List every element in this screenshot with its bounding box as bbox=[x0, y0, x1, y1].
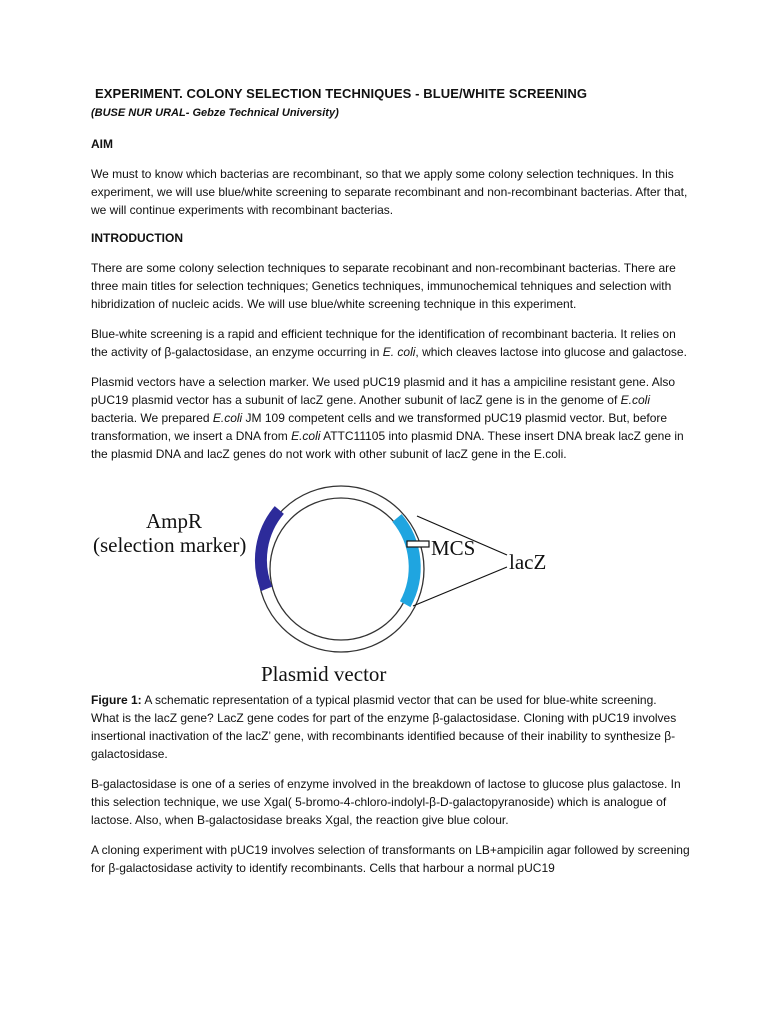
ampr-sublabel: (selection marker) bbox=[93, 533, 247, 557]
intro-p2-text-a: Blue-white screening is a rapid and efficient technique for the identification of recombinant bacteria. It relies on the activity of β-galactosidase, an enzyme occurring in bbox=[91, 327, 676, 359]
intro-p2-italic: E. coli bbox=[382, 345, 416, 359]
intro-p3-italic-3: E.coli bbox=[291, 429, 321, 443]
plasmid-diagram bbox=[91, 475, 691, 685]
document-page bbox=[91, 86, 691, 889]
intro-paragraph-3 bbox=[91, 373, 691, 463]
intro-p3-text-a: Plasmid vectors have a selection marker. We used pUC19 plasmid and it has a ampiciline resistant gene. Also pUC19 plasmid vector has a subunit of lacZ gene. Another subunit of lacZ gene is in the genome of bbox=[91, 375, 676, 407]
aim-heading: AIM bbox=[91, 137, 113, 151]
plasmid-outer-ring bbox=[258, 486, 424, 652]
cloning-paragraph: A cloning experiment with pUC19 involves selection of transformants on LB+ampicilin agar followed by screening for β-galactosidase activity to identify recombinants. Cells that harbour a normal pUC19 bbox=[91, 843, 690, 875]
intro-p3-text-b: bacteria. We prepared bbox=[91, 411, 213, 425]
intro-paragraph-1: There are some colony selection techniques to separate recobinant and non-recombinant bacterias. There are three main titles for selection techniques; Genetics techniques, immunochemical tehniques and selection with hibridization of nucleic acids. We will use blue/white screening technique in this experiment. bbox=[91, 261, 676, 311]
intro-p2-text-b: , which cleaves lactose into glucose and galactose. bbox=[415, 345, 687, 359]
intro-p3-text-d: ATTC11105 into plasmid DNA. These insert DNA break lacZ gene in the plasmid DNA and lacZ genes do not work with other subunit of lacZ gene in the E.coli. bbox=[91, 429, 684, 461]
lacz-callout-bottom bbox=[413, 567, 507, 606]
lacz-label: lacZ bbox=[509, 550, 547, 574]
plasmid-figure bbox=[91, 475, 691, 685]
plasmid-vector-label: Plasmid vector bbox=[261, 662, 387, 685]
lacz-arc bbox=[397, 518, 415, 604]
bgal-paragraph: B-galactosidase is one of a series of enzyme involved in the breakdown of lactose to glucose plus galactose. In this selection technique, we use Xgal( 5-bromo-4-chloro-indolyl-β-D-galactopyranoside) which is analogue of lactose. Also, when B-galactosidase breaks Xgal, the reaction give blue colour. bbox=[91, 777, 681, 827]
figure-caption bbox=[91, 691, 691, 709]
aim-paragraph: We must to know which bacterias are recombinant, so that we apply some colony selection techniques. In this experiment, we will use blue/white screening to separate recombinant and non-recombinant bacterias. After that, we will continue experiments with recombinant bacterias. bbox=[91, 167, 688, 217]
mcs-label: MCS bbox=[431, 536, 476, 560]
caption-text: A schematic representation of a typical plasmid vector that can be used for blue-white screening. bbox=[141, 693, 657, 707]
plasmid-inner-ring bbox=[270, 498, 412, 640]
intro-paragraph-2 bbox=[91, 325, 691, 361]
intro-p3-italic-1: E.coli bbox=[620, 393, 650, 407]
mcs-site bbox=[407, 541, 429, 547]
intro-p3-italic-2: E.coli bbox=[212, 411, 243, 425]
lacz-question-paragraph: What is the lacZ gene? LacZ gene codes for part of the enzyme β-galactosidase. Cloning with pUC19 involves insertional inactivation of the lacZ’ gene, with recombinants identified because of their inability to synthesize β-galactosidase. bbox=[91, 711, 677, 761]
document-title: EXPERIMENT. COLONY SELECTION TECHNIQUES - BLUE/WHITE SCREENING bbox=[95, 86, 588, 101]
caption-label: Figure 1: bbox=[91, 693, 142, 707]
author-line: (BUSE NUR URAL- Gebze Technical University) bbox=[91, 107, 339, 119]
intro-p3-text-c: JM 109 competent cells and we transformed pUC19 plasmid vector. But, before transformation, we insert a DNA from bbox=[91, 411, 668, 443]
ampr-label: AmpR bbox=[146, 509, 203, 533]
introduction-heading: INTRODUCTION bbox=[91, 231, 183, 245]
